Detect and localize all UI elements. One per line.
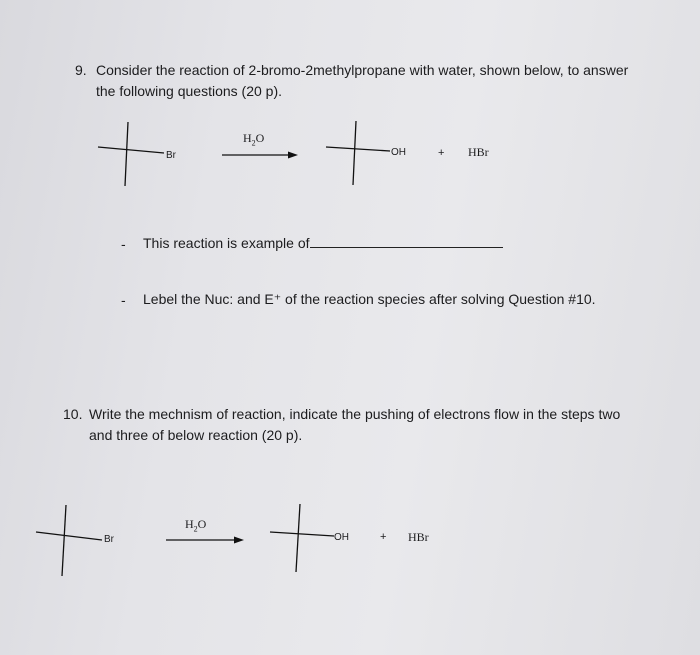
q9-product-horizontal-bond — [326, 147, 390, 151]
q9-bullet1 — [143, 233, 503, 252]
q10-reaction-arrow — [164, 533, 246, 547]
q10-reagent-label: $H_2O$ — [185, 517, 207, 534]
answer-blank-line[interactable] — [310, 233, 503, 248]
q10-reactant-vertical-bond — [62, 505, 66, 576]
q10-number: 10. — [63, 406, 83, 422]
q10-prompt-line2: and three of below reaction (20 p). — [89, 427, 303, 443]
q10-plus-sign: + — [380, 531, 387, 543]
q9-prompt-line1: Consider the reaction of 2-bromo-2methylpropane with water, shown below, to answer — [96, 62, 629, 78]
q9-product-structure — [322, 115, 402, 190]
q9-number: 9. — [75, 62, 87, 78]
q9-product-group-label: OH — [391, 147, 406, 158]
q9-bullet2-text: Lebel the Nuc: and E⁺ of the reaction species after solving Question #10. — [143, 291, 596, 307]
q10-product-vertical-bond — [296, 504, 300, 572]
q9-bullet1-text: This reaction is example of — [143, 235, 310, 251]
q9-reactant-horizontal-bond — [98, 147, 164, 153]
q10-byproduct-label: HBr — [408, 530, 429, 544]
q9-reactant-vertical-bond — [125, 122, 128, 186]
q10-leaving-group-label: Br — [104, 534, 114, 545]
q10-product-group-label: OH — [334, 532, 349, 543]
q9-bullet2-dash: - — [121, 292, 126, 308]
q9-bullet1-dash: - — [121, 236, 126, 252]
q10-reactant-horizontal-bond — [36, 532, 102, 540]
q9-byproduct-label: HBr — [468, 145, 489, 159]
q9-product-vertical-bond — [353, 121, 356, 185]
q10-product-horizontal-bond — [270, 532, 334, 536]
q9-leaving-group-label: Br — [166, 150, 176, 161]
q9-reagent-label: $H_2O$ — [243, 131, 265, 148]
q9-prompt-line2: the following questions (20 p). — [96, 83, 282, 99]
q10-prompt-line1: Write the mechnism of reaction, indicate the pushing of electrons flow in the steps two — [89, 406, 621, 422]
q9-reaction-arrow — [220, 148, 300, 162]
q9-plus-sign: + — [438, 147, 445, 159]
